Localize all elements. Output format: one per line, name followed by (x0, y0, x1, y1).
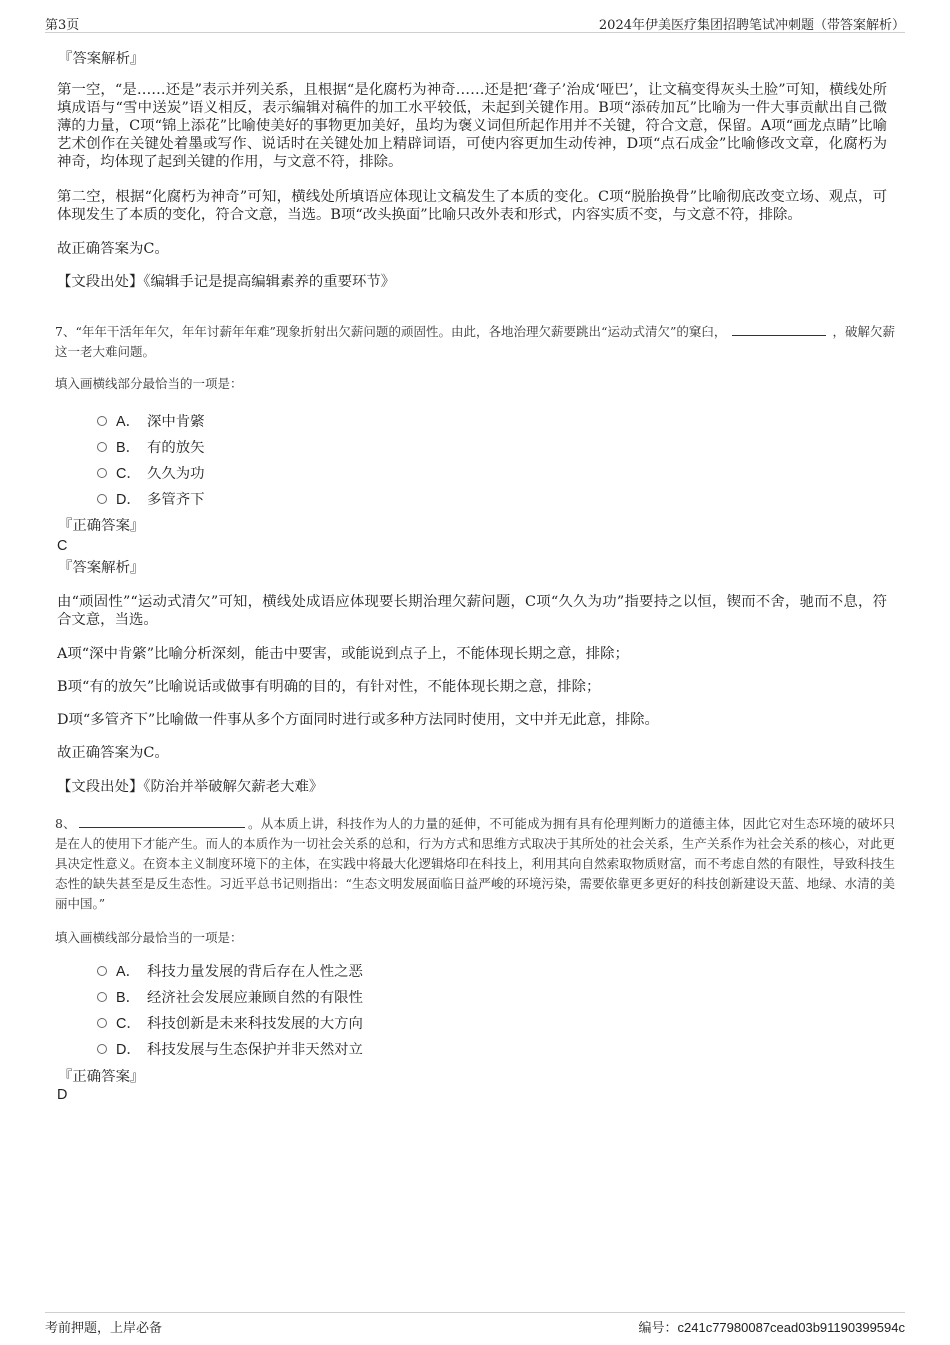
correct-answer: D (57, 1087, 68, 1103)
radio-icon[interactable] (97, 1018, 107, 1028)
radio-icon[interactable] (97, 468, 107, 478)
radio-icon[interactable] (97, 442, 107, 452)
question-8-stem (55, 814, 895, 914)
page-number: 第3页 (45, 18, 80, 33)
radio-icon[interactable] (97, 494, 107, 504)
option-a[interactable]: A． 深中肯綮 (97, 413, 205, 431)
question-7-text-after: ，破解欠薪这一老大难问题。 (55, 324, 895, 359)
question-7-text-before: 7、“年年干活年年欠，年年讨薪年年难”现象折射出欠薪问题的顽固性。由此，各地治理欠薪要跳出“运动式清欠”的窠臼， (55, 324, 727, 339)
passage-source: 【文段出处】《编辑手记是提高编辑素养的重要环节》 (57, 274, 396, 290)
radio-icon[interactable] (97, 416, 107, 426)
option-c[interactable]: C． 久久为功 (97, 465, 205, 483)
analysis-paragraph: A项“深中肯綮”比喻分析深刻，能击中要害，或能说到点子上，不能体现长期之意，排除； (57, 646, 629, 662)
analysis-label: 『答案解析』 (58, 51, 145, 67)
conclusion: 故正确答案为C。 (57, 241, 169, 257)
passage-source: 【文段出处】《防治并举破解欠薪老大难》 (57, 779, 324, 795)
question-8-text: 。从本质上讲，科技作为人的力量的延伸，不可能成为拥有具有伦理判断力的道德主体，因此它对生态环境的破坏只是在人的使用下才能产生。而人的本质作为一切社会关系的总和，行为方式和思维方式取决于其所处的社会关系，生产关系作为社会关系的核心，对此更具决定性意义。在资本主义制度环境下的主体，在实践中将最大化逻辑烙印在科技上，利用其向自然索取物质财富，而不考虑自然的有限性，导致科技生态性的缺失甚至是反生态性。习近平总书记则指出：“生态文明发展面临日益严峻的环境污染，需要依靠更多更好的科技创新建设天蓝、地绿、水清的美丽中国。” (55, 816, 895, 911)
analysis-paragraph: D项“多管齐下”比喻做一件事从多个方面同时进行或多种方法同时使用，文中并无此意，排除。 (57, 712, 659, 728)
radio-icon[interactable] (97, 966, 107, 976)
footer-slogan: 考前押题，上岸必备 (45, 1321, 163, 1336)
option-d[interactable]: D． 多管齐下 (97, 491, 205, 509)
analysis-paragraph-1: 第一空，“是……还是”表示并列关系，且根据“是化腐朽为神奇……还是把‘聋子’治成‘哑巴’，让文稿变得灰头土脸”可知，横线处所填成语与“雪中送炭”语义相反，表示编辑对稿件的加工水平较低，未起到关键作用。B项“添砖加瓦”比喻为一件大事贡献出自己微薄的力量，C项“锦上添花”比喻使美好的事物更加美好，虽均为褒义词但所起作用并不关键，符合文意，保留。A项“画龙点睛”比喻艺术创作在关键处着墨或写作、说话时在关键处加上精辟词语，可使内容更加生动传神，D项“点石成金”比喻修改文章，化腐朽为神奇，均体现了起到关键的作用，与文意不符，排除。 (57, 82, 887, 170)
document-title: 2024年伊美医疗集团招聘笔试冲刺题（带答案解析） (598, 18, 905, 33)
document-code: 编号：c241c77980087cead03b91190399594c (638, 1320, 905, 1336)
radio-icon[interactable] (97, 1044, 107, 1054)
option-c[interactable]: C． 科技创新是未来科技发展的大方向 (97, 1015, 363, 1033)
option-b[interactable]: B． 有的放矢 (97, 439, 205, 457)
question-7-stem (55, 322, 895, 362)
option-d[interactable]: D． 科技发展与生态保护并非天然对立 (97, 1041, 363, 1059)
answer-blank (732, 322, 826, 336)
correct-answer-label: 『正确答案』 (58, 1069, 145, 1085)
conclusion: 故正确答案为C。 (57, 745, 169, 761)
option-a[interactable]: A． 科技力量发展的背后存在人性之恶 (97, 963, 363, 981)
radio-icon[interactable] (97, 992, 107, 1002)
answer-blank (79, 814, 245, 828)
analysis-paragraph-2: 第二空，根据“化腐朽为神奇”可知，横线处所填语应体现让文稿发生了本质的变化。C项“脱胎换骨”比喻彻底改变立场、观点，可体现发生了本质的变化，符合文意，当选。B项“改头换面”比喻只改外表和形式，内容实质不变，与文意不符，排除。 (57, 189, 887, 223)
page-footer (45, 1312, 905, 1335)
analysis-paragraph: 由“顽固性”“运动式清欠”可知，横线处成语应体现要长期治理欠薪问题，C项“久久为功”指要持之以恒，锲而不舍，驰而不息，符合文意，当选。 (57, 594, 887, 628)
question-8-number: 8、 (55, 816, 76, 831)
question-8-instruction: 填入画横线部分最恰当的一项是： (55, 930, 243, 945)
analysis-label: 『答案解析』 (58, 560, 145, 576)
option-b[interactable]: B． 经济社会发展应兼顾自然的有限性 (97, 989, 363, 1007)
correct-answer-label: 『正确答案』 (58, 518, 145, 534)
page-header (45, 12, 905, 33)
analysis-paragraph: B项“有的放矢”比喻说话或做事有明确的目的，有针对性，不能体现长期之意，排除； (57, 679, 601, 695)
question-7-instruction: 填入画横线部分最恰当的一项是： (55, 376, 243, 391)
correct-answer: C (57, 538, 68, 554)
